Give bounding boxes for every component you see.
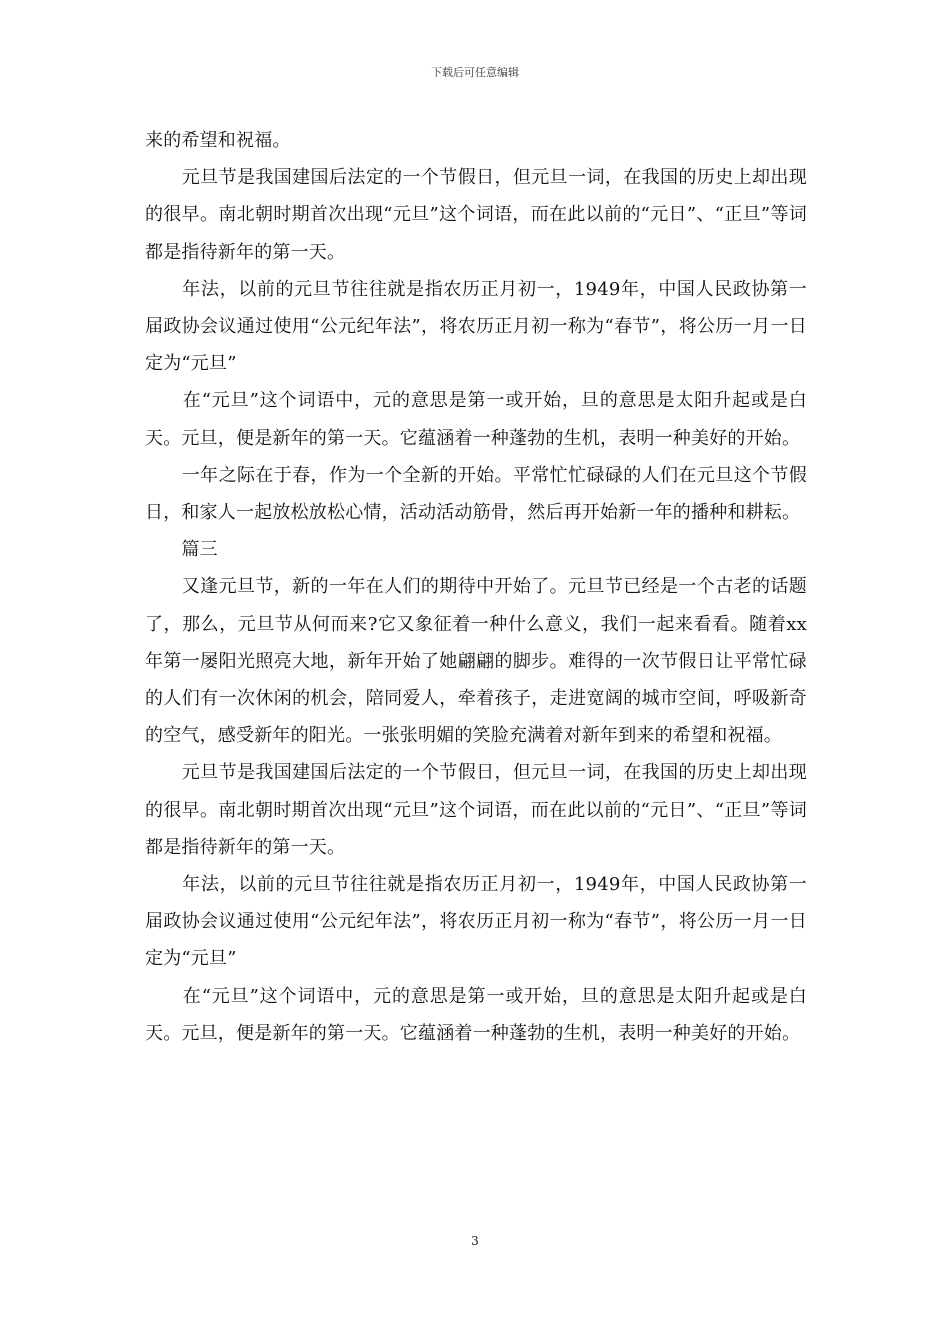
section-heading: 篇三 [145,539,218,561]
paragraph: 又逢元旦节，新的一年在人们的期待中开始了。元旦节已经是一个古老的话题了，那么，元旦节从何而来?它又象征着一种什么意义，我们一起来看看。随着xx年第一屡阳光照亮大地，新年开始了她翩翩的脚步。难得的一次节假日让平常忙碌的人们有一次休闲的机会，陪同爱人，牵着孩子，走进宽阔的城市空间，呼吸新奇的空气，感受新年的阳光。一张张明媚的笑脸充满着对新年到来的希望和祝福。 [145,576,807,747]
paragraph: 年法，以前的元旦节往往就是指农历正月初一，1949年，中国人民政协第一届政协会议通过使用“公元纪年法”，将农历正月初一称为“春节”，将公历一月一日定为“元旦” [145,278,807,375]
paragraph: 元旦节是我国建国后法定的一个节假日，但元旦一词，在我国的历史上却出现的很早。南北朝时期首次出现“元旦”这个词语，而在此以前的“元日”、“正旦”等词都是指待新年的第一天。 [145,762,807,858]
paragraph: 在“元旦”这个词语中，元的意思是第一或开始，旦的意思是太阳升起或是白天。元旦，便是新年的第一天。它蕴涵着一种蓬勃的生机，表明一种美好的开始。 [145,390,807,449]
document-body [145,122,807,1052]
paragraph: 年法，以前的元旦节往往就是指农历正月初一，1949年，中国人民政协第一届政协会议通过使用“公元纪年法”，将农历正月初一称为“春节”，将公历一月一日定为“元旦” [145,874,807,970]
paragraph: 在“元旦”这个词语中，元的意思是第一或开始，旦的意思是太阳升起或是白天。元旦，便是新年的第一天。它蕴涵着一种蓬勃的生机，表明一种美好的开始。 [145,985,807,1044]
paragraph: 来的希望和祝福。 [145,130,291,151]
paragraph: 一年之际在于春，作为一个全新的开始。平常忙忙碌碌的人们在元旦这个节假日，和家人一起放松放松心情，活动活动筋骨，然后再开始新一年的播种和耕耘。 [145,464,807,524]
page-number: 3 [471,1234,479,1248]
page-header: 下载后可任意编辑 [431,66,519,79]
paragraph: 元旦节是我国建国后法定的一个节假日，但元旦一词，在我国的历史上却出现的很早。南北朝时期首次出现“元旦”这个词语，而在此以前的“元日”、“正旦”等词都是指待新年的第一天。 [145,167,807,263]
